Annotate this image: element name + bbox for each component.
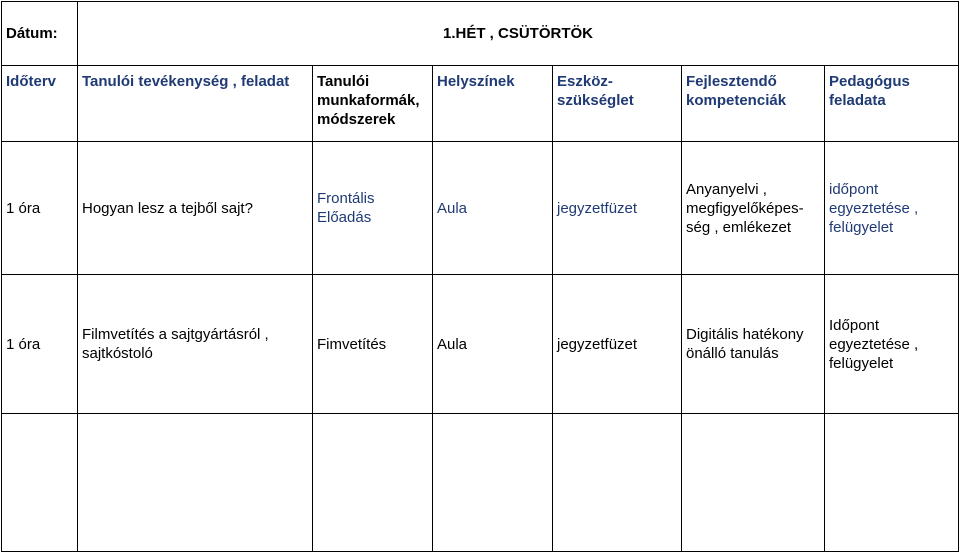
time-cell: 1 óra (2, 275, 78, 414)
teacher-task-cell: Időpont egyeztetése , felügyelet (825, 275, 959, 414)
date-row (2, 2, 959, 66)
competencies-cell: Digitális hatékony önálló tanulás (682, 275, 825, 414)
competencies-cell: Anyanyelvi , megfigyelőképes-ség , emlékezet (682, 142, 825, 275)
method-cell: Fimvetítés (313, 275, 433, 414)
col-header-location: Helyszínek (433, 66, 553, 142)
empty-cell (78, 414, 313, 552)
empty-cell (553, 414, 682, 552)
col-header-tools: Eszköz-szükséglet (553, 66, 682, 142)
empty-cell (2, 414, 78, 552)
col-header-competencies: Fejlesztendő kompetenciák (682, 66, 825, 142)
activity-cell: Hogyan lesz a tejből sajt? (78, 142, 313, 275)
activity-cell: Filmvetítés a sajtgyártásról , sajtkóstoló (78, 275, 313, 414)
time-cell: 1 óra (2, 142, 78, 275)
page-title: 1.HÉT , CSÜTÖRTÖK (78, 2, 959, 66)
method-cell: Frontális Előadás (313, 142, 433, 275)
location-cell: Aula (433, 275, 553, 414)
col-header-method: Tanulói munkaformák, módszerek (313, 66, 433, 142)
location-cell: Aula (433, 142, 553, 275)
tools-cell: jegyzetfüzet (553, 142, 682, 275)
empty-cell (825, 414, 959, 552)
empty-cell (313, 414, 433, 552)
col-header-teacher-task: Pedagógus feladata (825, 66, 959, 142)
column-header-row (2, 66, 959, 142)
teacher-task-cell: időpont egyeztetése , felügyelet (825, 142, 959, 275)
col-header-time: Időterv (2, 66, 78, 142)
table-row (2, 275, 959, 414)
empty-row (2, 414, 959, 552)
table-row (2, 142, 959, 275)
date-label: Dátum: (2, 2, 78, 66)
empty-cell (433, 414, 553, 552)
lesson-plan-table (1, 1, 959, 552)
tools-cell: jegyzetfüzet (553, 275, 682, 414)
col-header-activity: Tanulói tevékenység , feladat (78, 66, 313, 142)
empty-cell (682, 414, 825, 552)
